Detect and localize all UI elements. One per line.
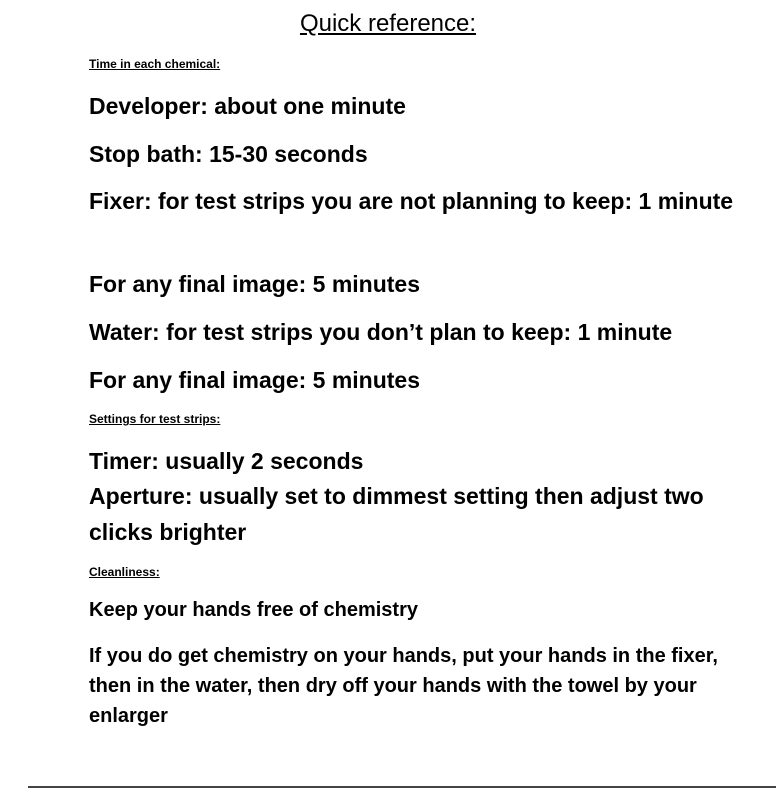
- cleanliness-line-hands-free: Keep your hands free of chemistry: [89, 599, 418, 621]
- section-heading-time: Time in each chemical:: [89, 57, 221, 71]
- settings-line-aperture: Aperture: usually set to dimmest setting then adjust two clicks brighter: [89, 483, 704, 545]
- section-heading-cleanliness: Cleanliness:: [89, 565, 160, 579]
- time-line-water: Water: for test strips you don’t plan to keep: 1 minute: [89, 319, 673, 345]
- time-line-developer: Developer: about one minute: [89, 93, 406, 119]
- time-line-water-final: For any final image: 5 minutes: [89, 367, 421, 393]
- page-title: Quick reference:: [299, 10, 477, 37]
- time-line-stop-bath: Stop bath: 15-30 seconds: [89, 141, 368, 167]
- time-line-fixer-final: For any final image: 5 minutes: [89, 271, 421, 297]
- time-line-fixer: Fixer: for test strips you are not planning to keep: 1 minute: [89, 188, 734, 214]
- section-heading-settings: Settings for test strips:: [89, 412, 221, 426]
- bottom-divider: [28, 786, 776, 788]
- cleanliness-line-instructions: If you do get chemistry on your hands, put your hands in the fixer, then in the water, then dry off your hands with the towel by your enlarger: [89, 645, 718, 727]
- settings-line-timer: Timer: usually 2 seconds: [89, 448, 364, 474]
